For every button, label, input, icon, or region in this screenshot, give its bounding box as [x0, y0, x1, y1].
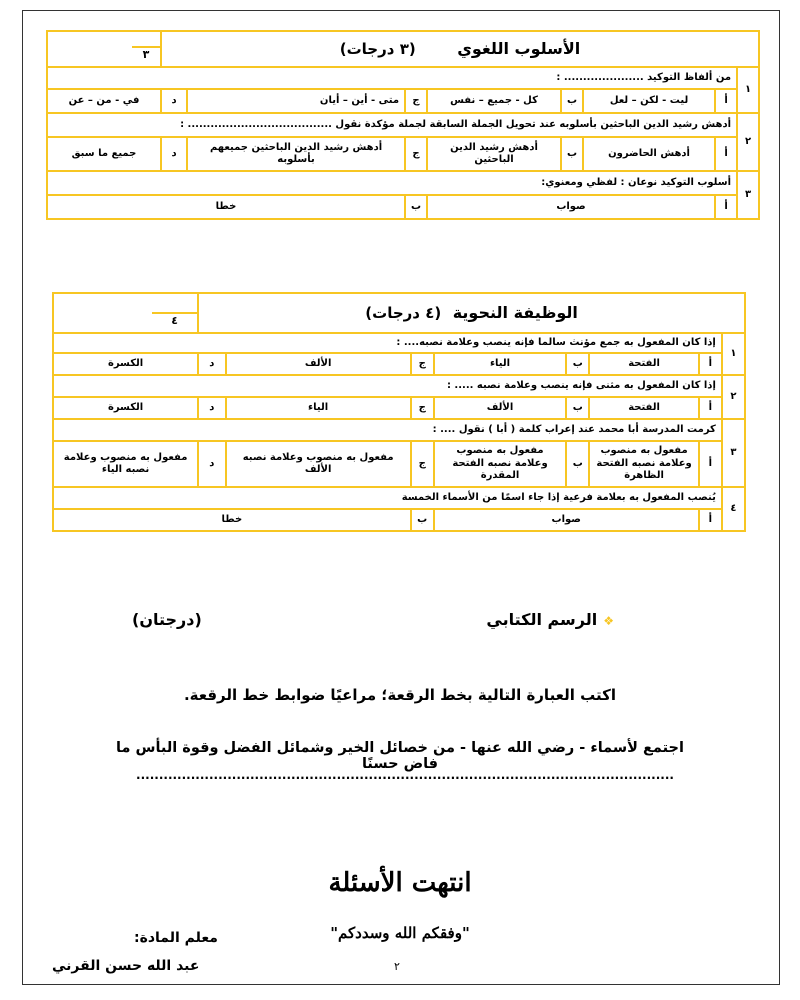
section1-score-box [47, 31, 161, 67]
option-text[interactable]: أدهش الحاضرون [583, 137, 715, 171]
section2-header [198, 293, 745, 333]
option-text[interactable]: الكسرة [53, 397, 198, 419]
option-text[interactable]: الألف [434, 397, 567, 419]
option-text[interactable]: الألف [226, 353, 411, 375]
ending-wish: "وفقكم الله وسددكم" [330, 924, 470, 942]
section1-score: ٣ [132, 46, 160, 66]
ending-title: انتهت الأسئلة [328, 868, 472, 898]
option-letter[interactable]: أ [715, 137, 737, 171]
option-text[interactable]: مفعول به منصوب وعلامة نصبه الفتحة الظاهرة [589, 441, 698, 487]
option-text[interactable]: الفتحة [589, 397, 698, 419]
option-text[interactable]: في - من – عن [47, 89, 161, 113]
option-text[interactable]: الياء [434, 353, 567, 375]
option-letter[interactable]: ب [566, 397, 589, 419]
option-text[interactable]: متى - أين – أيان [187, 89, 405, 113]
option-text[interactable]: صواب [434, 509, 699, 531]
option-letter[interactable]: ب [561, 89, 583, 113]
option-text[interactable]: أدهش رشيد الدين الباحثين [427, 137, 561, 171]
option-text[interactable]: الفتحة [589, 353, 698, 375]
question-number: ٤ [722, 487, 745, 531]
question-stem: من ألفاظ التوكيد ..................... : [47, 67, 737, 89]
section3-title: الرسم الكتابي [486, 610, 598, 629]
question-number: ٣ [737, 171, 759, 219]
question-number: ٢ [737, 113, 759, 171]
option-letter[interactable]: ج [411, 397, 434, 419]
option-letter[interactable]: ب [566, 353, 589, 375]
question-number: ٢ [722, 375, 745, 419]
option-letter[interactable]: ج [411, 353, 434, 375]
diamond-bullet-icon: ❖ [603, 614, 614, 628]
option-text[interactable]: ليت - لكن – لعل [583, 89, 715, 113]
question-number: ١ [737, 67, 759, 113]
question-stem: أسلوب التوكيد نوعان : لفظي ومعنوي: [47, 171, 737, 195]
option-text[interactable]: كل - جميع – نفس [427, 89, 561, 113]
option-text[interactable]: الياء [226, 397, 411, 419]
section3-heading [486, 610, 614, 629]
option-text[interactable]: مفعول به منصوب وعلامة نصبه الياء [53, 441, 198, 487]
question-stem: كرمت المدرسة أبا محمد عند إعراب كلمة ( أبا ) نقول .... : [53, 419, 722, 441]
question-stem: إذا كان المفعول به جمع مؤنث سالما فإنه ينصب وعلامة نصبه.... : [53, 333, 722, 353]
option-letter[interactable]: ب [566, 441, 589, 487]
question-stem: أدهش رشيد الدين الباحثين بأسلوبه عند تحويل الجملة السابقة لجملة مؤكدة نقول ...................................... : [47, 113, 737, 137]
option-letter[interactable]: ج [405, 137, 427, 171]
option-letter[interactable]: د [161, 89, 187, 113]
option-letter[interactable]: ب [405, 195, 427, 219]
option-text[interactable]: مفعول به منصوب وعلامة نصبه الألف [226, 441, 411, 487]
option-letter[interactable]: أ [715, 195, 737, 219]
option-letter[interactable]: ج [405, 89, 427, 113]
option-letter[interactable]: د [198, 441, 225, 487]
option-text[interactable]: أدهش رشيد الدين الباحثين جميعهم بأسلوبه [187, 137, 405, 171]
option-letter[interactable]: أ [699, 397, 722, 419]
section3-sentence: اجتمع لأسماء - رضي الله عنها - من خصائل الخير وشمائل الفضل وقوة البأس ما فاض حسنًا [116, 740, 684, 772]
option-letter[interactable]: أ [699, 353, 722, 375]
section2-grade: (٤ درجات) [365, 304, 442, 322]
question-number: ١ [722, 333, 745, 375]
page-number: ٢ [394, 960, 400, 973]
option-letter[interactable]: أ [715, 89, 737, 113]
option-letter[interactable]: ب [561, 137, 583, 171]
option-letter[interactable]: ج [411, 441, 434, 487]
section1-title: الأسلوب اللغوي [457, 39, 581, 58]
option-text[interactable]: خطا [47, 195, 405, 219]
question-stem: إذا كان المفعول به مثنى فإنه ينصب وعلامة نصبه ..... : [53, 375, 722, 397]
option-text[interactable]: مفعول به منصوب وعلامة نصبه الفتحة المقدرة [434, 441, 567, 487]
section3-grade: (درجتان) [132, 610, 202, 629]
question-number: ٣ [722, 419, 745, 487]
option-text[interactable]: خطا [53, 509, 411, 531]
option-letter[interactable]: د [198, 353, 225, 375]
section1-table [46, 30, 760, 220]
option-letter[interactable]: د [161, 137, 187, 171]
option-text[interactable]: جميع ما سبق [47, 137, 161, 171]
teacher-name: عبد الله حسن القرني [52, 958, 200, 974]
section1-header [161, 31, 759, 67]
option-letter[interactable]: أ [699, 509, 722, 531]
section2-score-box [53, 293, 198, 333]
option-letter[interactable]: أ [699, 441, 722, 487]
question-stem: يُنصب المفعول به بعلامة فرعية إذا جاء اسمًا من الأسماء الخمسة [53, 487, 722, 509]
option-text[interactable]: الكسرة [53, 353, 198, 375]
section2-title: الوظيفة النحوية [452, 303, 578, 322]
section2-score: ٤ [152, 312, 197, 332]
teacher-label: معلم المادة: [134, 930, 218, 946]
option-letter[interactable]: د [198, 397, 225, 419]
section1-grade: (٣ درجات) [339, 40, 416, 58]
section2-table [52, 292, 746, 532]
option-letter[interactable]: ب [411, 509, 434, 531]
answer-line[interactable]: ...................................................................................................................... [136, 768, 674, 782]
section3-instruction: اكتب العبارة التالية بخط الرقعة؛ مراعيًا ضوابط خط الرقعة. [183, 686, 617, 704]
option-text[interactable]: صواب [427, 195, 715, 219]
